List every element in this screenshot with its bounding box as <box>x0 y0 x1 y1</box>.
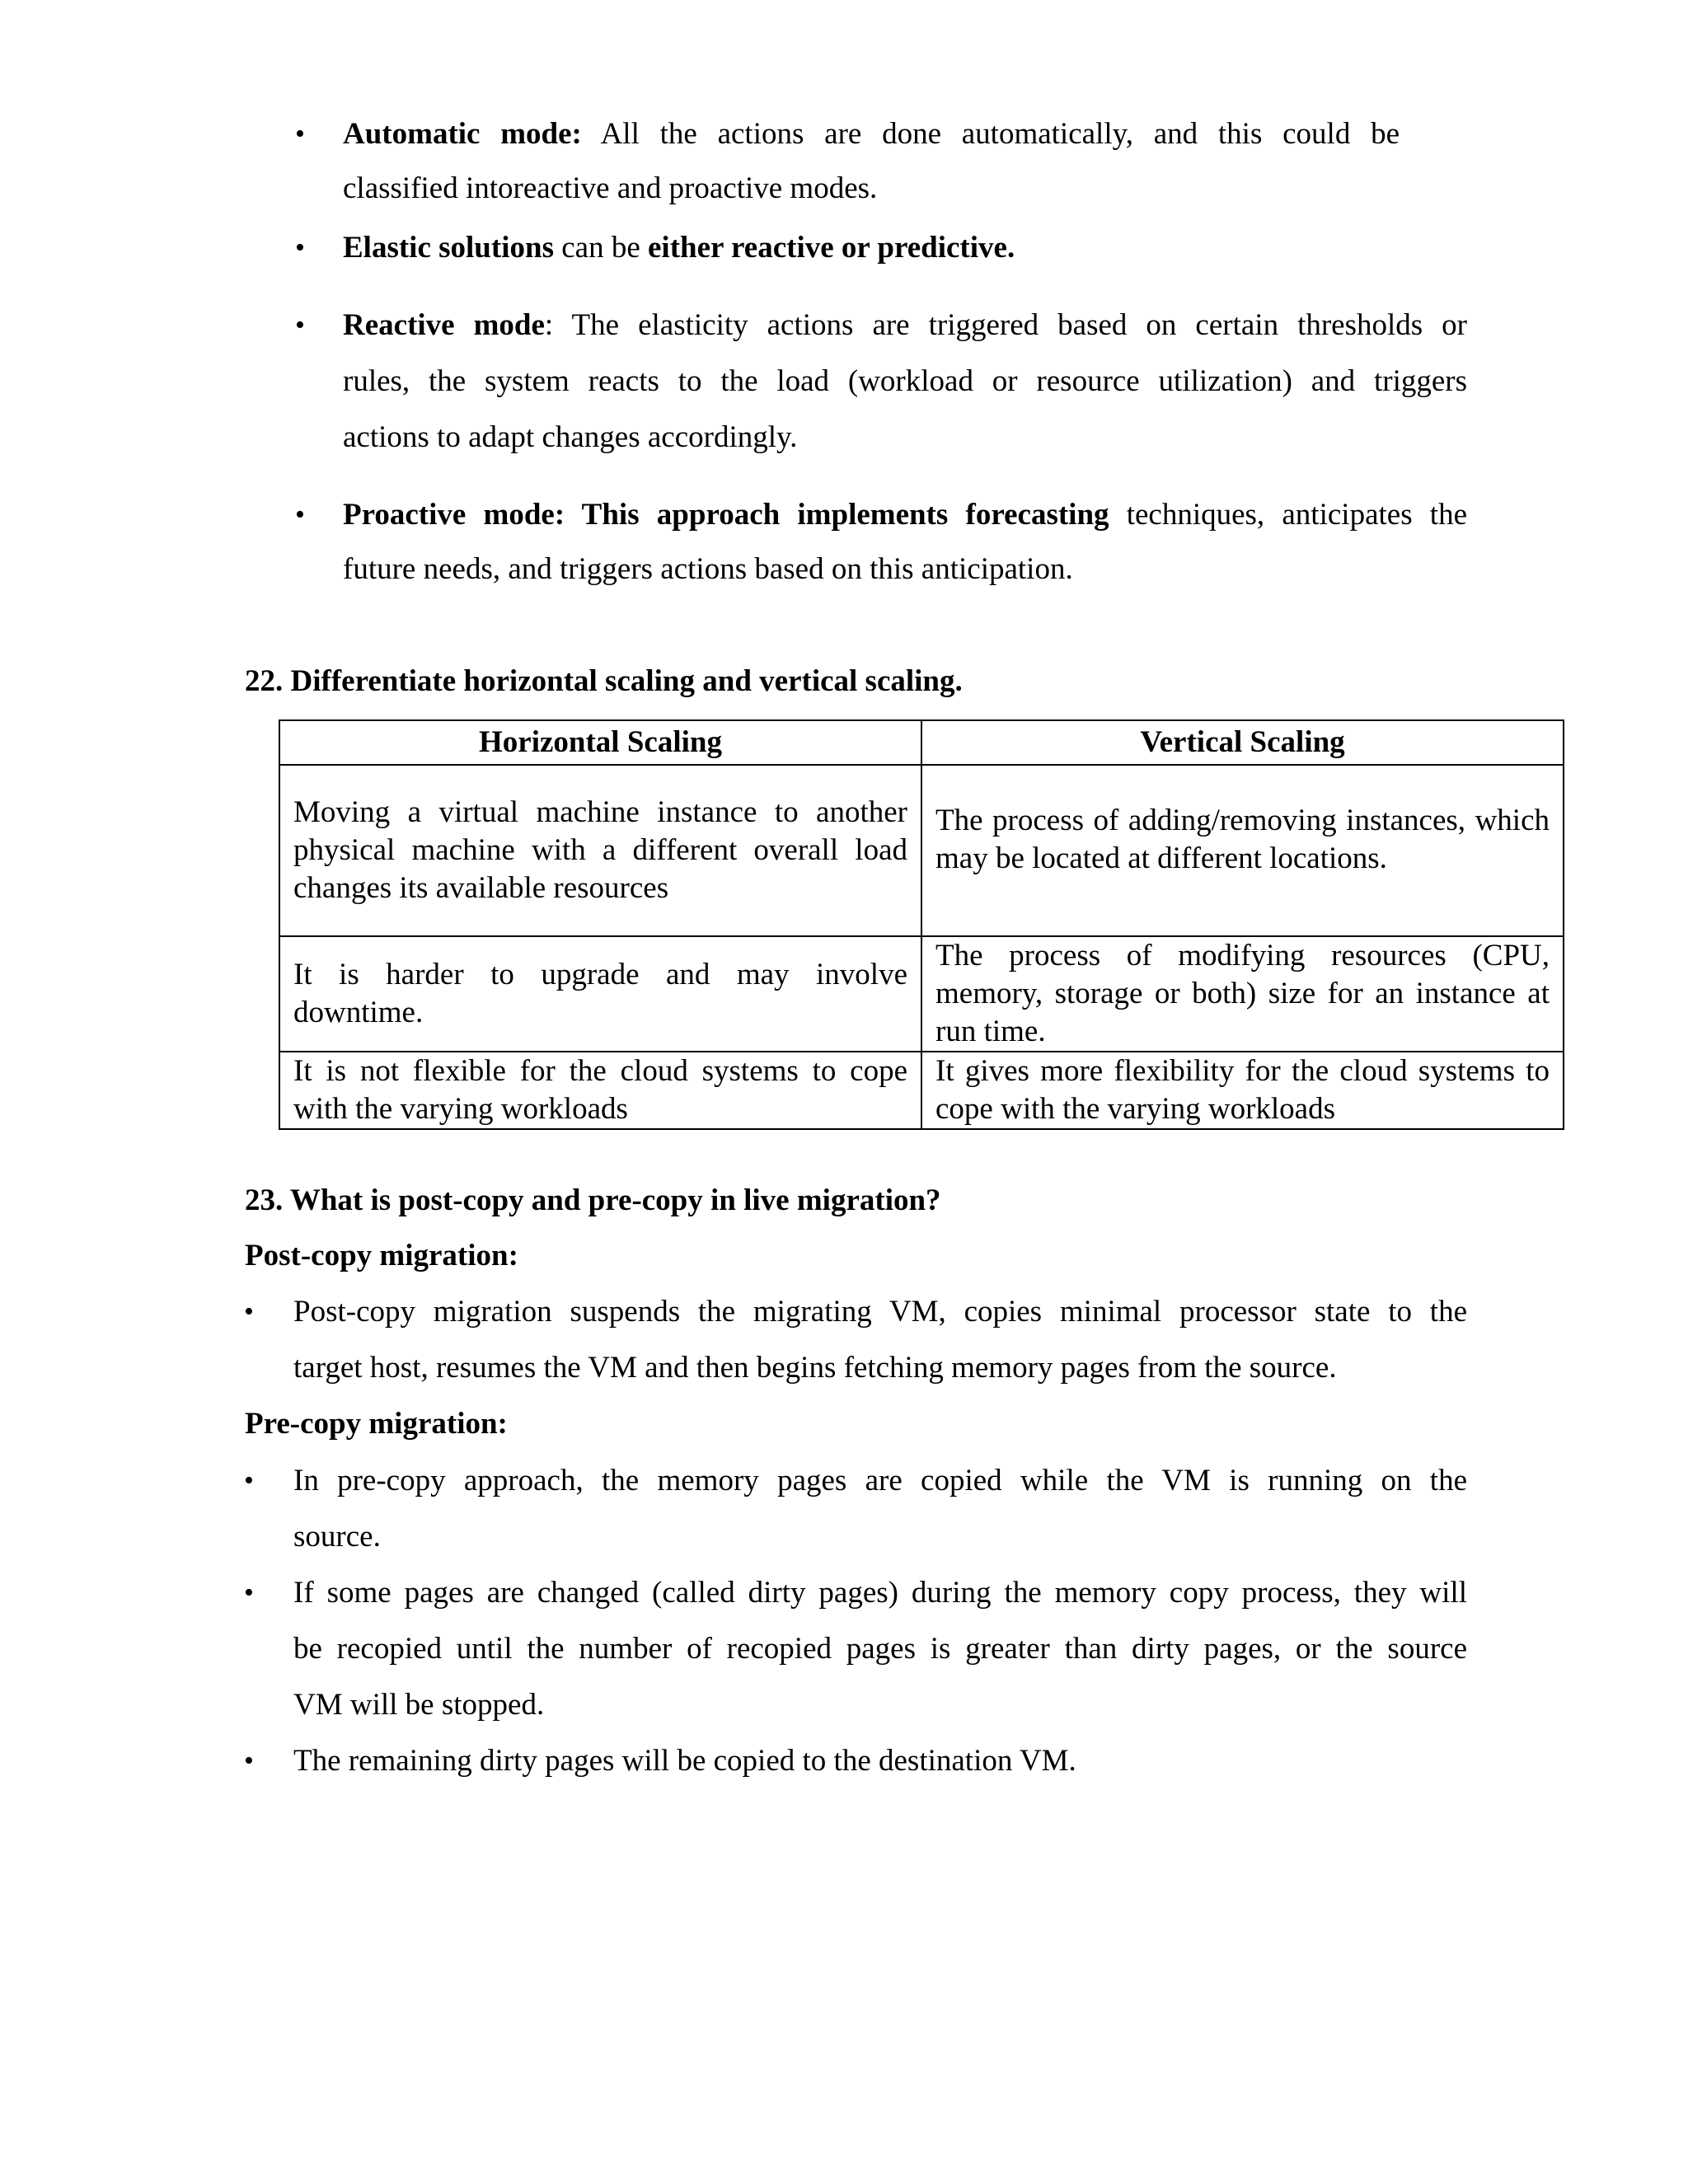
line-text: techniques, anticipates the <box>1109 498 1467 532</box>
pre-copy-bullet-2-line-1: If some pages are changed (called dirty pages) during the memory copy process, they will <box>293 1576 1467 1610</box>
elastic-solutions-line <box>343 230 1015 266</box>
bullet-icon: • <box>244 1465 254 1496</box>
bullet-icon: • <box>244 1746 254 1776</box>
line-text: All the actions are done automatically, and this could be <box>581 117 1400 151</box>
term-bold: Elastic solutions <box>343 231 554 265</box>
header-horizontal-scaling: Horizontal Scaling <box>279 720 921 765</box>
bullet-icon: • <box>244 1296 254 1327</box>
header-vertical-scaling: Vertical Scaling <box>921 720 1564 765</box>
proactive-mode-line-1 <box>343 497 1467 533</box>
reactive-mode-line-3 <box>343 419 797 456</box>
term-bold: Reactive mode <box>343 308 545 342</box>
pre-copy-bullet-3-line-1: The remaining dirty pages will be copied to the destination VM. <box>293 1744 1076 1778</box>
reactive-mode-line-2 <box>343 363 1467 400</box>
bullet-icon: • <box>295 499 305 530</box>
proactive-mode-line-2 <box>343 551 1073 588</box>
bullet-icon: • <box>295 119 305 149</box>
automatic-mode-line-1 <box>343 116 1400 152</box>
line-text: actions to adapt changes accordingly. <box>343 420 798 454</box>
table-cell: It gives more flexibility for the cloud systems to cope with the varying workloads <box>921 1052 1564 1129</box>
term-bold: either reactive or predictive. <box>648 231 1015 265</box>
bullet-icon: • <box>244 1577 254 1608</box>
automatic-mode-line-2 <box>343 171 877 207</box>
line-text: rules, the system reacts to the load (workload or resource utilization) and triggers <box>343 364 1467 398</box>
line-text: classified intoreactive and proactive modes. <box>343 171 878 205</box>
line-text: can be <box>553 231 648 265</box>
scaling-comparison-table <box>279 719 1564 1130</box>
term-bold: Proactive mode: This approach implements forecasting <box>343 498 1109 532</box>
question-22-heading: 22. Differentiate horizontal scaling and vertical scaling. <box>245 664 963 698</box>
table-row <box>279 936 1564 1052</box>
table-cell: The process of adding/removing instances, which may be located at different locations. <box>921 765 1564 936</box>
table-cell: It is harder to upgrade and may involve downtime. <box>279 936 921 1052</box>
pre-copy-bullet-2-line-2: be recopied until the number of recopied pages is greater than dirty pages, or the source <box>293 1632 1467 1666</box>
table-row <box>279 1052 1564 1129</box>
pre-copy-title: Pre-copy migration: <box>245 1407 508 1441</box>
post-copy-title: Post-copy migration: <box>245 1239 518 1272</box>
post-copy-line-2: target host, resumes the VM and then begins fetching memory pages from the source. <box>293 1351 1337 1385</box>
pre-copy-bullet-1-line-2: source. <box>293 1520 381 1554</box>
post-copy-line-1: Post-copy migration suspends the migrating VM, copies minimal processor state to the <box>293 1295 1467 1329</box>
reactive-mode-line-1 <box>343 307 1467 344</box>
table-cell: It is not flexible for the cloud systems to cope with the varying workloads <box>279 1052 921 1129</box>
term-bold: Automatic mode: <box>343 117 582 151</box>
table-row <box>279 765 1564 936</box>
bullet-icon: • <box>295 310 305 340</box>
pre-copy-bullet-1-line-1: In pre-copy approach, the memory pages are copied while the VM is running on the <box>293 1464 1467 1497</box>
table-cell: The process of modifying resources (CPU, memory, storage or both) size for an instance at run time. <box>921 936 1564 1052</box>
bullet-icon: • <box>295 232 305 263</box>
line-text: future needs, and triggers actions based on this anticipation. <box>343 552 1073 586</box>
question-23-heading: 23. What is post-copy and pre-copy in live migration? <box>245 1183 941 1217</box>
line-text: : The elasticity actions are triggered based on certain thresholds or <box>544 308 1467 342</box>
table-header-row <box>279 720 1564 765</box>
pre-copy-bullet-2-line-3: VM will be stopped. <box>293 1688 545 1722</box>
table-cell: Moving a virtual machine instance to another physical machine with a different overall load changes its available resources <box>279 765 921 936</box>
